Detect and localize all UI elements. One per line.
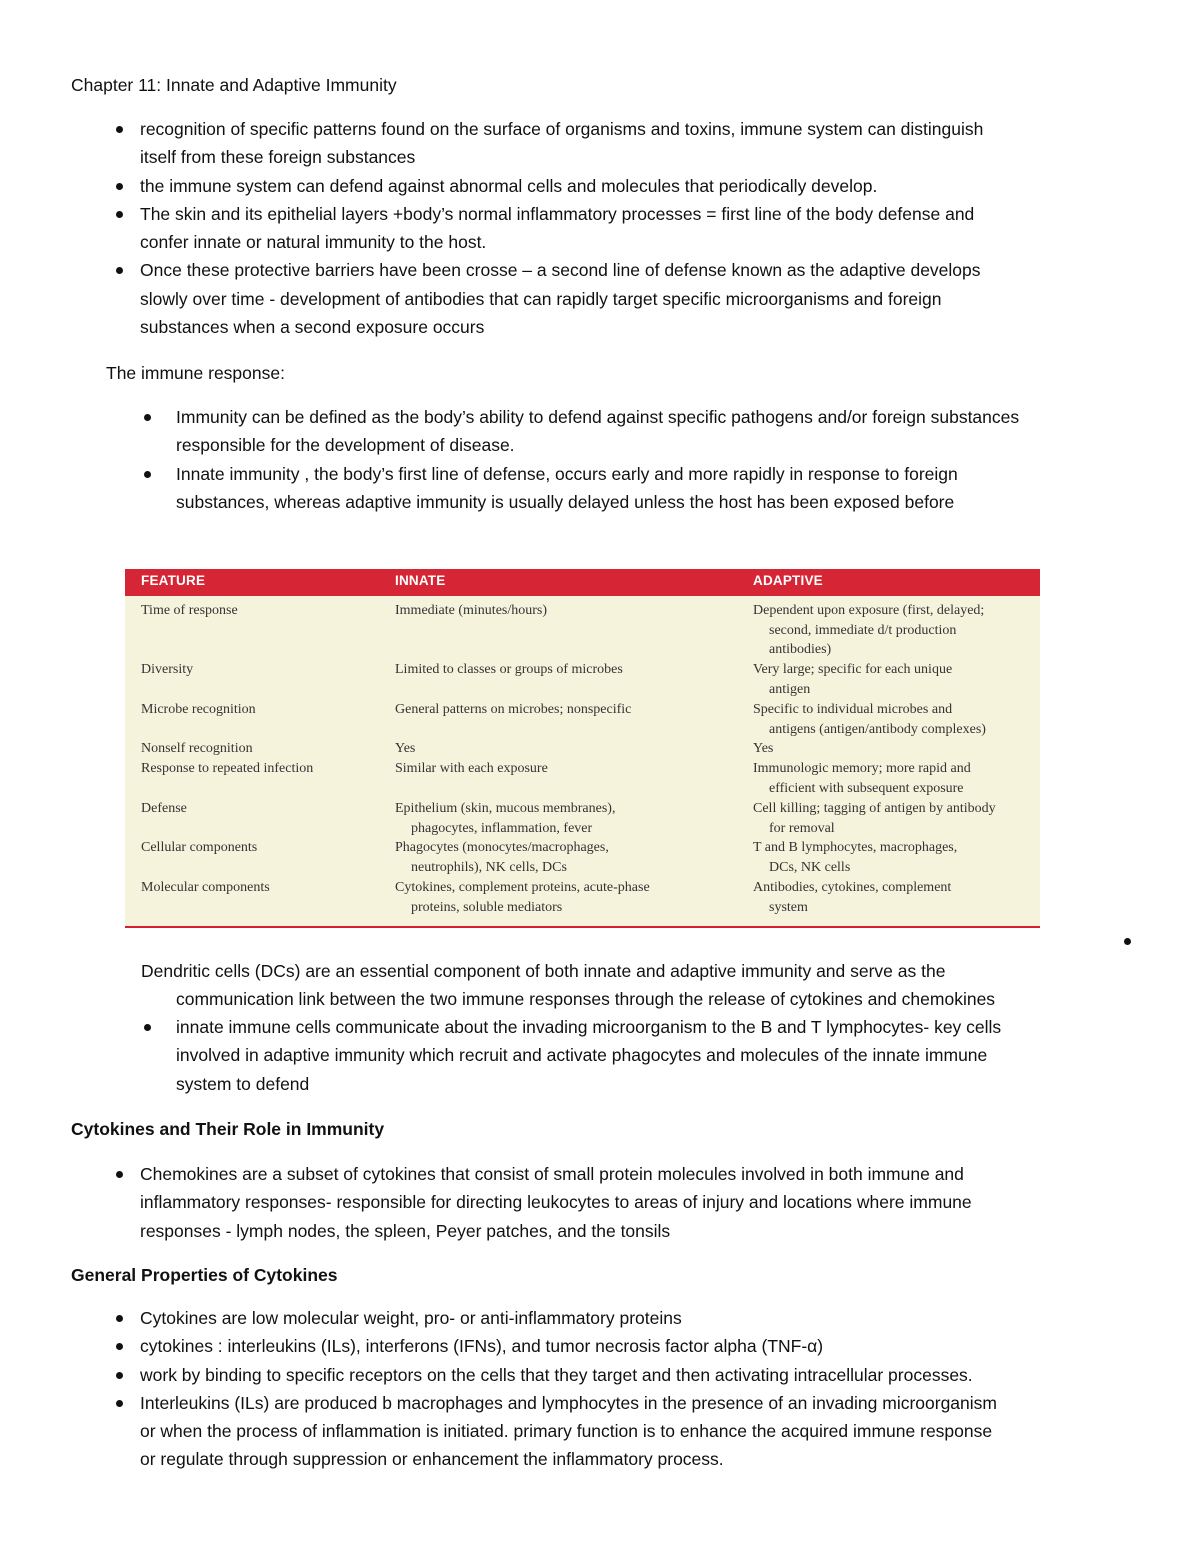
table-cell-line: Microbe recognition [141, 702, 256, 717]
table-cell-line: neutrophils), NK cells, DCs [411, 859, 567, 875]
chapter-title: Chapter 11: Innate and Adaptive Immunity [71, 75, 397, 95]
table-cell-feature [141, 700, 256, 720]
table-cell-adaptive [753, 838, 957, 877]
table-cell-innate [395, 601, 547, 621]
table-cell-line: Epithelium (skin, mucous membranes), [395, 801, 616, 816]
table-cell-feature [141, 660, 193, 680]
table-cell-innate [395, 700, 631, 720]
table-cell-line: antibodies) [769, 642, 832, 658]
table-cell-feature [141, 878, 270, 898]
table-cell-line: phagocytes, inflammation, fever [411, 820, 593, 836]
bullet-icon [116, 1372, 123, 1379]
table-cell-line: Cytokines, complement proteins, acute-phase [395, 880, 650, 895]
table-cell-line: Antibodies, cytokines, complement [753, 880, 952, 895]
table-cell-line: Limited to classes or groups of microbes [395, 662, 623, 677]
list-item: Interleukins (ILs) are produced b macrophages and lymphocytes in the presence of an invading microorganism or when the process of inflammation is initiated. primary function is to enhance the acquired immune response or regulate through suppression or enhancement the inflammatory process. [140, 1389, 997, 1474]
table-cell-line: Time of response [141, 603, 238, 618]
innate-vs-adaptive-table [125, 569, 1040, 928]
table-cell-line: Yes [395, 741, 416, 756]
table-cell-line: antigen [769, 681, 811, 697]
table-cell-line: Immediate (minutes/hours) [395, 603, 548, 618]
table-cell-line: system [769, 899, 808, 915]
cytokines-bullet-list [140, 1160, 972, 1245]
bullet-icon [116, 126, 123, 133]
table-cell-line: antigens (antigen/antibody complexes) [769, 721, 986, 737]
properties-bullet-list [140, 1304, 997, 1474]
table-cell-line: Similar with each exposure [395, 761, 548, 776]
list-item: cytokines : interleukins (ILs), interferons (IFNs), and tumor necrosis factor alpha (TNF-α) [140, 1332, 997, 1360]
table-cell-line: efficient with subsequent exposure [769, 780, 964, 796]
table-cell-line: Nonself recognition [141, 741, 253, 756]
bullet-icon [116, 183, 123, 190]
dendritic-paragraph-line-1: Dendritic cells (DCs) are an essential component of both innate and adaptive immunity and serve as the [141, 961, 946, 981]
table-cell-line: for removal [769, 820, 835, 836]
table-cell-innate [395, 878, 650, 917]
table-cell-line: Phagocytes (monocytes/macrophages, [395, 840, 609, 855]
bullet-icon [144, 414, 151, 421]
table-cell-innate [395, 799, 615, 838]
table-cell-line: second, immediate d/t production [769, 622, 957, 638]
table-cell-innate [395, 739, 415, 759]
table-cell-line: Cell killing; tagging of antigen by antibody [753, 801, 996, 816]
immune-response-bullet-list [176, 403, 1019, 516]
section-heading-cytokines: Cytokines and Their Role in Immunity [71, 1119, 385, 1139]
table-cell-adaptive [753, 660, 952, 699]
table-cell-feature [141, 799, 187, 819]
header-feature: FEATURE [141, 573, 206, 588]
table-cell-adaptive [753, 878, 951, 917]
list-item: innate immune cells communicate about the invading microorganism to the B and T lymphocytes- key cells involved in adaptive immunity which recruit and activate phagocytes and molecules of the innate immune system to defend [176, 1013, 1001, 1098]
list-item: Once these protective barriers have been crosse – a second line of defense known as the adaptive develops slowly over time - development of antibodies that can rapidly target specific microorganisms and foreign substances when a second exposure occurs [140, 256, 983, 341]
table-cell-line: Defense [141, 801, 187, 816]
table-cell-feature [141, 601, 238, 621]
bullet-icon [144, 471, 151, 478]
table-cell-innate [395, 759, 548, 779]
table-header-row [125, 569, 1040, 596]
list-item: the immune system can defend against abnormal cells and molecules that periodically develop. [140, 172, 983, 200]
table-cell-adaptive [753, 799, 996, 838]
bullet-icon [116, 1315, 123, 1322]
table-cell-line: T and B lymphocytes, macrophages, [753, 840, 958, 855]
table-cell-adaptive [753, 759, 971, 798]
table-cell-innate [395, 838, 609, 877]
header-adaptive: ADAPTIVE [753, 573, 823, 588]
bullet-icon [116, 211, 123, 218]
bullet-icon [1124, 938, 1131, 945]
table-cell-line: Very large; specific for each unique [753, 662, 953, 677]
list-item: Cytokines are low molecular weight, pro- or anti-inflammatory proteins [140, 1304, 997, 1332]
dendritic-bullet-list [176, 1013, 1001, 1098]
intro-bullet-list [140, 115, 983, 341]
table-cell-feature [141, 739, 253, 759]
table-cell-line: DCs, NK cells [769, 859, 851, 875]
list-item: work by binding to specific receptors on the cells that they target and then activating intracellular processes. [140, 1361, 997, 1389]
table-cell-line: Dependent upon exposure (first, delayed; [753, 603, 985, 618]
list-item: Immunity can be defined as the body’s ability to defend against specific pathogens and/or foreign substances responsible for the development of disease. [176, 403, 1019, 460]
table-cell-line: proteins, soluble mediators [411, 899, 563, 915]
dendritic-paragraph-line-2: communication link between the two immune responses through the release of cytokines and chemokines [176, 989, 996, 1009]
table-cell-line: Diversity [141, 662, 194, 677]
bullet-icon [116, 1343, 123, 1350]
table-cell-adaptive [753, 601, 984, 660]
header-innate: INNATE [395, 573, 446, 588]
table-cell-line: General patterns on microbes; nonspecific [395, 702, 632, 717]
table-cell-feature [141, 838, 257, 858]
table-cell-innate [395, 660, 623, 680]
list-item: Innate immunity , the body’s first line of defense, occurs early and more rapidly in response to foreign substances, whereas adaptive immunity is usually delayed unless the host has been exposed before [176, 460, 1019, 517]
table-cell-adaptive [753, 739, 773, 759]
section-heading-immune-response: The immune response: [106, 363, 285, 383]
bullet-icon [116, 1400, 123, 1407]
table-cell-adaptive [753, 700, 986, 739]
table-cell-line: Yes [753, 741, 774, 756]
table-cell-line: Response to repeated infection [141, 761, 314, 776]
table-cell-line: Molecular components [141, 880, 270, 895]
list-item: recognition of specific patterns found on the surface of organisms and toxins, immune system can distinguish itself from these foreign substances [140, 115, 983, 172]
table-cell-line: Cellular components [141, 840, 258, 855]
bullet-icon [116, 1171, 123, 1178]
bullet-icon [144, 1024, 151, 1031]
list-item: Chemokines are a subset of cytokines that consist of small protein molecules involved in both immune and inflammatory responses- responsible for directing leukocytes to areas of injury and locations where immune responses - lymph nodes, the spleen, Peyer patches, and the tonsils [140, 1160, 972, 1245]
table-cell-feature [141, 759, 313, 779]
section-heading-properties: General Properties of Cytokines [71, 1265, 338, 1285]
table-cell-line: Specific to individual microbes and [753, 702, 953, 717]
table-cell-line: Immunologic memory; more rapid and [753, 761, 971, 776]
bullet-icon [116, 267, 123, 274]
list-item: The skin and its epithelial layers +body’s normal inflammatory processes = first line of the body defense and confer innate or natural immunity to the host. [140, 200, 983, 257]
